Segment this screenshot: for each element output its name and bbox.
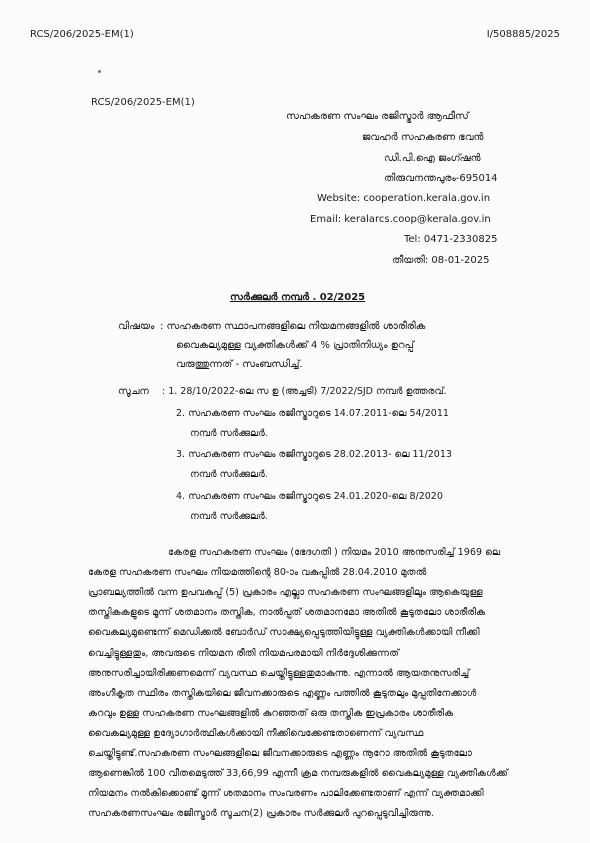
- file-ref: RCS/206/2025-EM(1): [91, 97, 195, 108]
- reference-label: സൂചന: [118, 386, 149, 397]
- body-line: പ്രാബല്യത്തിൽ വന്ന ഉപവകുപ്പ് (5) പ്രകാരം എല്ലാ സഹകരണ സംഘങ്ങളിലും ആകെയുള്ള: [88, 587, 483, 598]
- body-line: വൈകല്യമുണ്ടെന്ന് മെഡിക്കൽ ബോർഡ് സാക്ഷ്യപ്പെടുത്തിയിട്ടുള്ള വ്യക്തികൾക്കായി നീക്കി: [88, 627, 480, 638]
- body-line: സഹകരണസംഘം രജിസ്ട്രാർ സൂചന(2) പ്രകാരം സർക്കുലർ പുറപ്പെടുവിച്ചിരുന്നു.: [88, 808, 434, 819]
- subject-line: വൈകല്യമുള്ള വ്യക്തികൾക്ക് 4 % പ്രാതിനിധ്യം ഉറപ്പ്: [176, 340, 414, 351]
- city-pin: തിരുവനന്തപുരം-695014: [384, 173, 498, 184]
- circular-title: സർക്കുലർ നമ്പർ . 02/2025: [230, 292, 366, 303]
- reference-item: നമ്പർ സർക്കുലർ.: [190, 469, 268, 480]
- reference-item: 4. സഹകരണ സംഘം രജിസ്ട്രാറുടെ 24.01.2020-ലെ 8/2020: [176, 491, 443, 502]
- reference-item: : 1. 28/10/2022-ലെ സ ഉ (അച്ചടി) 7/2022/SJD നമ്പർ ഉത്തരവ്.: [162, 386, 447, 397]
- body-line: കേരള സഹകരണ സംഘം നിയമത്തിന്റെ 80-ാം വകുപ്പിൽ 28.04.2010 മുതൽ: [88, 567, 427, 578]
- header-left-ref: RCS/206/2025-EM(1): [30, 29, 134, 40]
- reference-item: 2. സഹകരണ സംഘം രജിസ്ട്രാറുടെ 14.07.2011-ലെ 54/2011: [176, 408, 449, 419]
- body-line: കേരള സഹകരണ സംഘം (ഭേദഗതി ) നിയമം 2010 അനുസരിച്ച് 1969 ലെ: [168, 547, 501, 558]
- reference-item: 3. സഹകരണ സംഘം രജിസ്ട്രാറുടെ 28.02.2013- ലെ 11/2013: [176, 449, 452, 460]
- junction-name: ഡി.പി.ഐ ജംഗ്ഷൻ: [384, 153, 481, 164]
- body-line: അനുസരിച്ചായിരിക്കണമെന്ന് വ്യവസ്ഥ ചെയ്തിട്ടുള്ളതുമാകുന്നു. എന്നാൽ ആയതനുസരിച്ച്: [88, 668, 470, 679]
- building-name: ജവഹർ സഹകരണ ഭവൻ: [362, 132, 484, 143]
- body-line: അംഗീകൃത സ്ഥിരം തസ്തികയിലെ ജീവനക്കാരുടെ എണ്ണം പത്തിൽ കൂടുതലും മുപ്പതിനേക്കാൾ: [88, 688, 477, 699]
- body-line: വൈകല്യമുള്ള ഉദ്യോഗാർത്ഥികൾക്കായി നീക്കിവെക്കേണ്ടതാണെന്ന് വ്യവസ്ഥ: [88, 728, 424, 739]
- body-line: വെച്ചിട്ടുള്ളതും, അവരുടെ നിയമന രീതി നിയമപരമായി നിർദ്ദേശിക്കുന്നത്: [88, 648, 400, 659]
- body-line: നിയമനം നൽകിക്കൊണ്ട് മൂന്ന് ശതമാനം സംവരണം പാലിക്കേണ്ടതാണ് എന്ന് വ്യക്തമാക്കി: [88, 788, 484, 799]
- body-line: ചെയ്തിട്ടുണ്ട്.സഹകരണ സംഘങ്ങളിലെ ജീവനക്കാരുടെ എണ്ണം നൂറോ അതിൽ കൂടുതലോ: [88, 748, 472, 759]
- subject-line: വരുത്തുന്നത് - സംബന്ധിച്ച്.: [176, 359, 303, 370]
- website: Website: cooperation.kerala.gov.in: [317, 193, 491, 204]
- body-line: കറവും ഉള്ള സഹകരണ സംഘങ്ങളിൽ കുറഞ്ഞത് ഒരു തസ്തിക ഇപ്രകാരം ശാരീരിക: [88, 708, 454, 719]
- scan-mark: [98, 70, 101, 73]
- email: Email: keralarcs.coop@kerala.gov.in: [310, 214, 491, 225]
- reference-item: നമ്പർ സർക്കുലർ.: [190, 428, 268, 439]
- body-line: ആണെങ്കിൽ 100 വീതമെടുത്ത് 33,66,99 എന്നീ ക്രമ നമ്പരുകളിൽ വൈകല്യമുള്ള വ്യക്തികൾക്ക്: [88, 768, 509, 779]
- subject-line: : സഹകരണ സ്ഥാപനങ്ങളിലെ നിയമനങ്ങളിൽ ശാരീരിക: [160, 321, 426, 332]
- body-line: തസ്തികകളുടെ മൂന്ന് ശതമാനം തസ്തിക, നാൽപ്പത് ശതമാനമോ അതിൽ കൂടുതലോ ശാരീരിക: [88, 607, 486, 618]
- reference-item: നമ്പർ സർക്കുലർ.: [190, 511, 268, 522]
- date: തീയതി: 08-01-2025: [392, 255, 490, 266]
- header-right-ref: I/508885/2025: [486, 29, 560, 40]
- telephone: Tel: 0471-2330825: [404, 234, 498, 245]
- office-name: സഹകരണ സംഘം രജിസ്ട്രാർ ആഫീസ്: [286, 111, 469, 122]
- subject-label: വിഷയം: [118, 321, 155, 332]
